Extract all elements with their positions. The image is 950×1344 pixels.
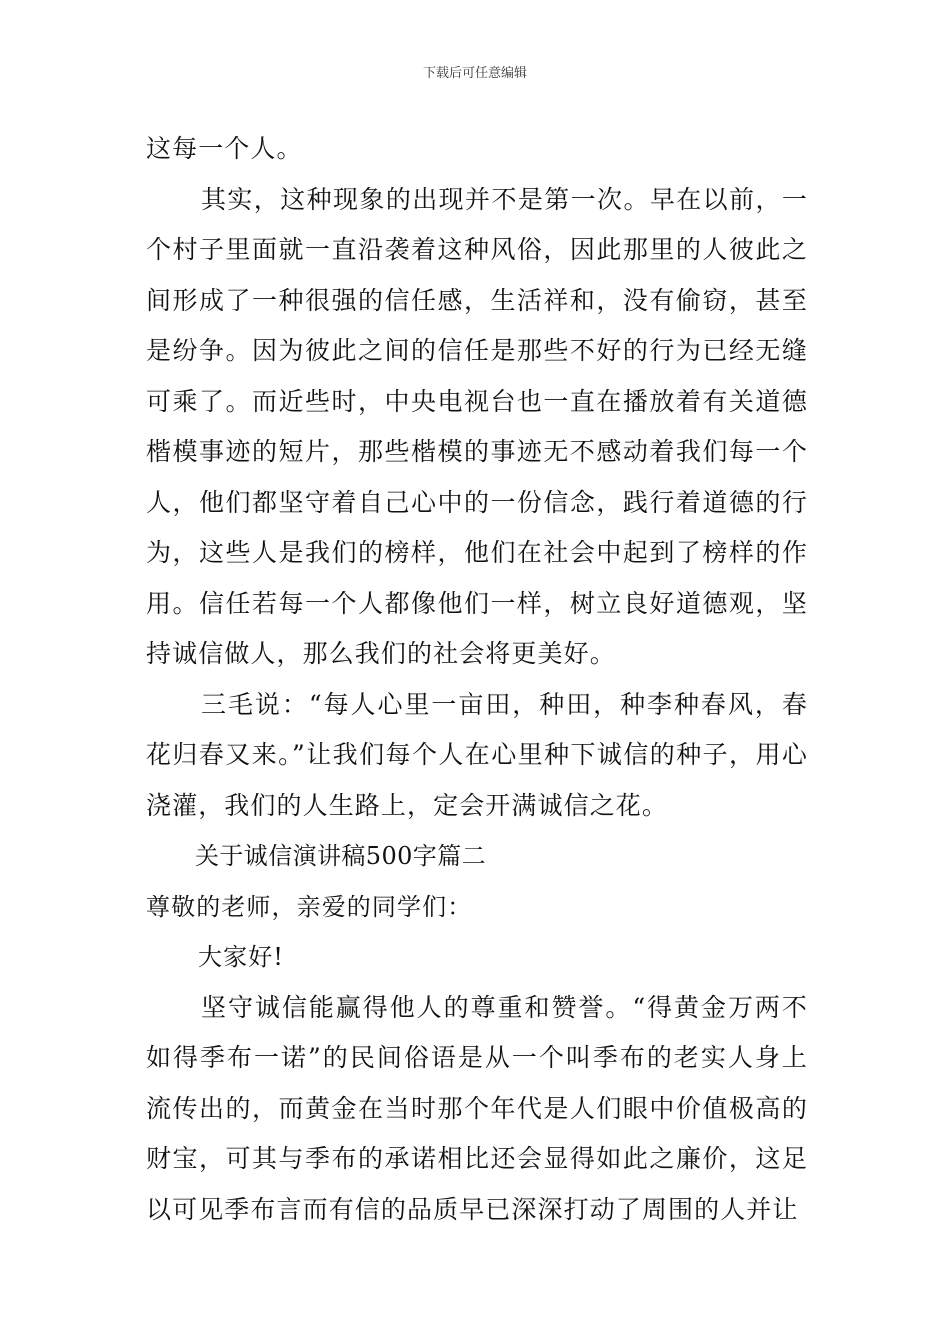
paragraph-trust-custom: 其实，这种现象的出现并不是第一次。早在以前，一个村子里面就一直沿袭着这种风俗，因此那里的人彼此之间形成了一种很强的信任感，生活祥和，没有偷窃，甚至是纷争。因为彼此之间的信任是那些不好的行为已经无缝可乘了。而近些时，中央电视台也一直在播放着有关道德楷模事迹的短片，那些楷模的事迹无不感动着我们每一个人，他们都坚守着自己心中的一份信念，践行着道德的行为，这些人是我们的榜样，他们在社会中起到了榜样的作用。信任若每一个人都像他们一样，树立良好道德观，坚持诚信做人，那么我们的社会将更美好。 (146, 184, 808, 668)
document-body (146, 124, 808, 1235)
paragraph-sanmao-quote: 三毛说：“每人心里一亩田，种田，种李种春风，春花归春又来。”让我们每个人在心里种下诚信的种子，用心浇灌，我们的人生路上，定会开满诚信之花。 (146, 689, 808, 820)
paragraph-jibu-promise: 坚守诚信能赢得他人的尊重和赞誉。“得黄金万两不如得季布一诺”的民间俗语是从一个叫季布的老实人身上流传出的，而黄金在当时那个年代是人们眼中价值极高的财宝，可其与季布的承诺相比还会显得如此之廉价，这足以可见季布言而有信的品质早已深深打动了周围的人并让 (146, 992, 808, 1224)
page-header: 下载后可任意编辑 (422, 66, 527, 81)
greeting: 大家好! (198, 943, 285, 971)
salutation: 尊敬的老师，亲爱的同学们： (146, 892, 473, 921)
paragraph-continuation: 这每一个人。 (146, 134, 303, 163)
section-heading: 关于诚信演讲稿500字篇二 (195, 842, 487, 870)
